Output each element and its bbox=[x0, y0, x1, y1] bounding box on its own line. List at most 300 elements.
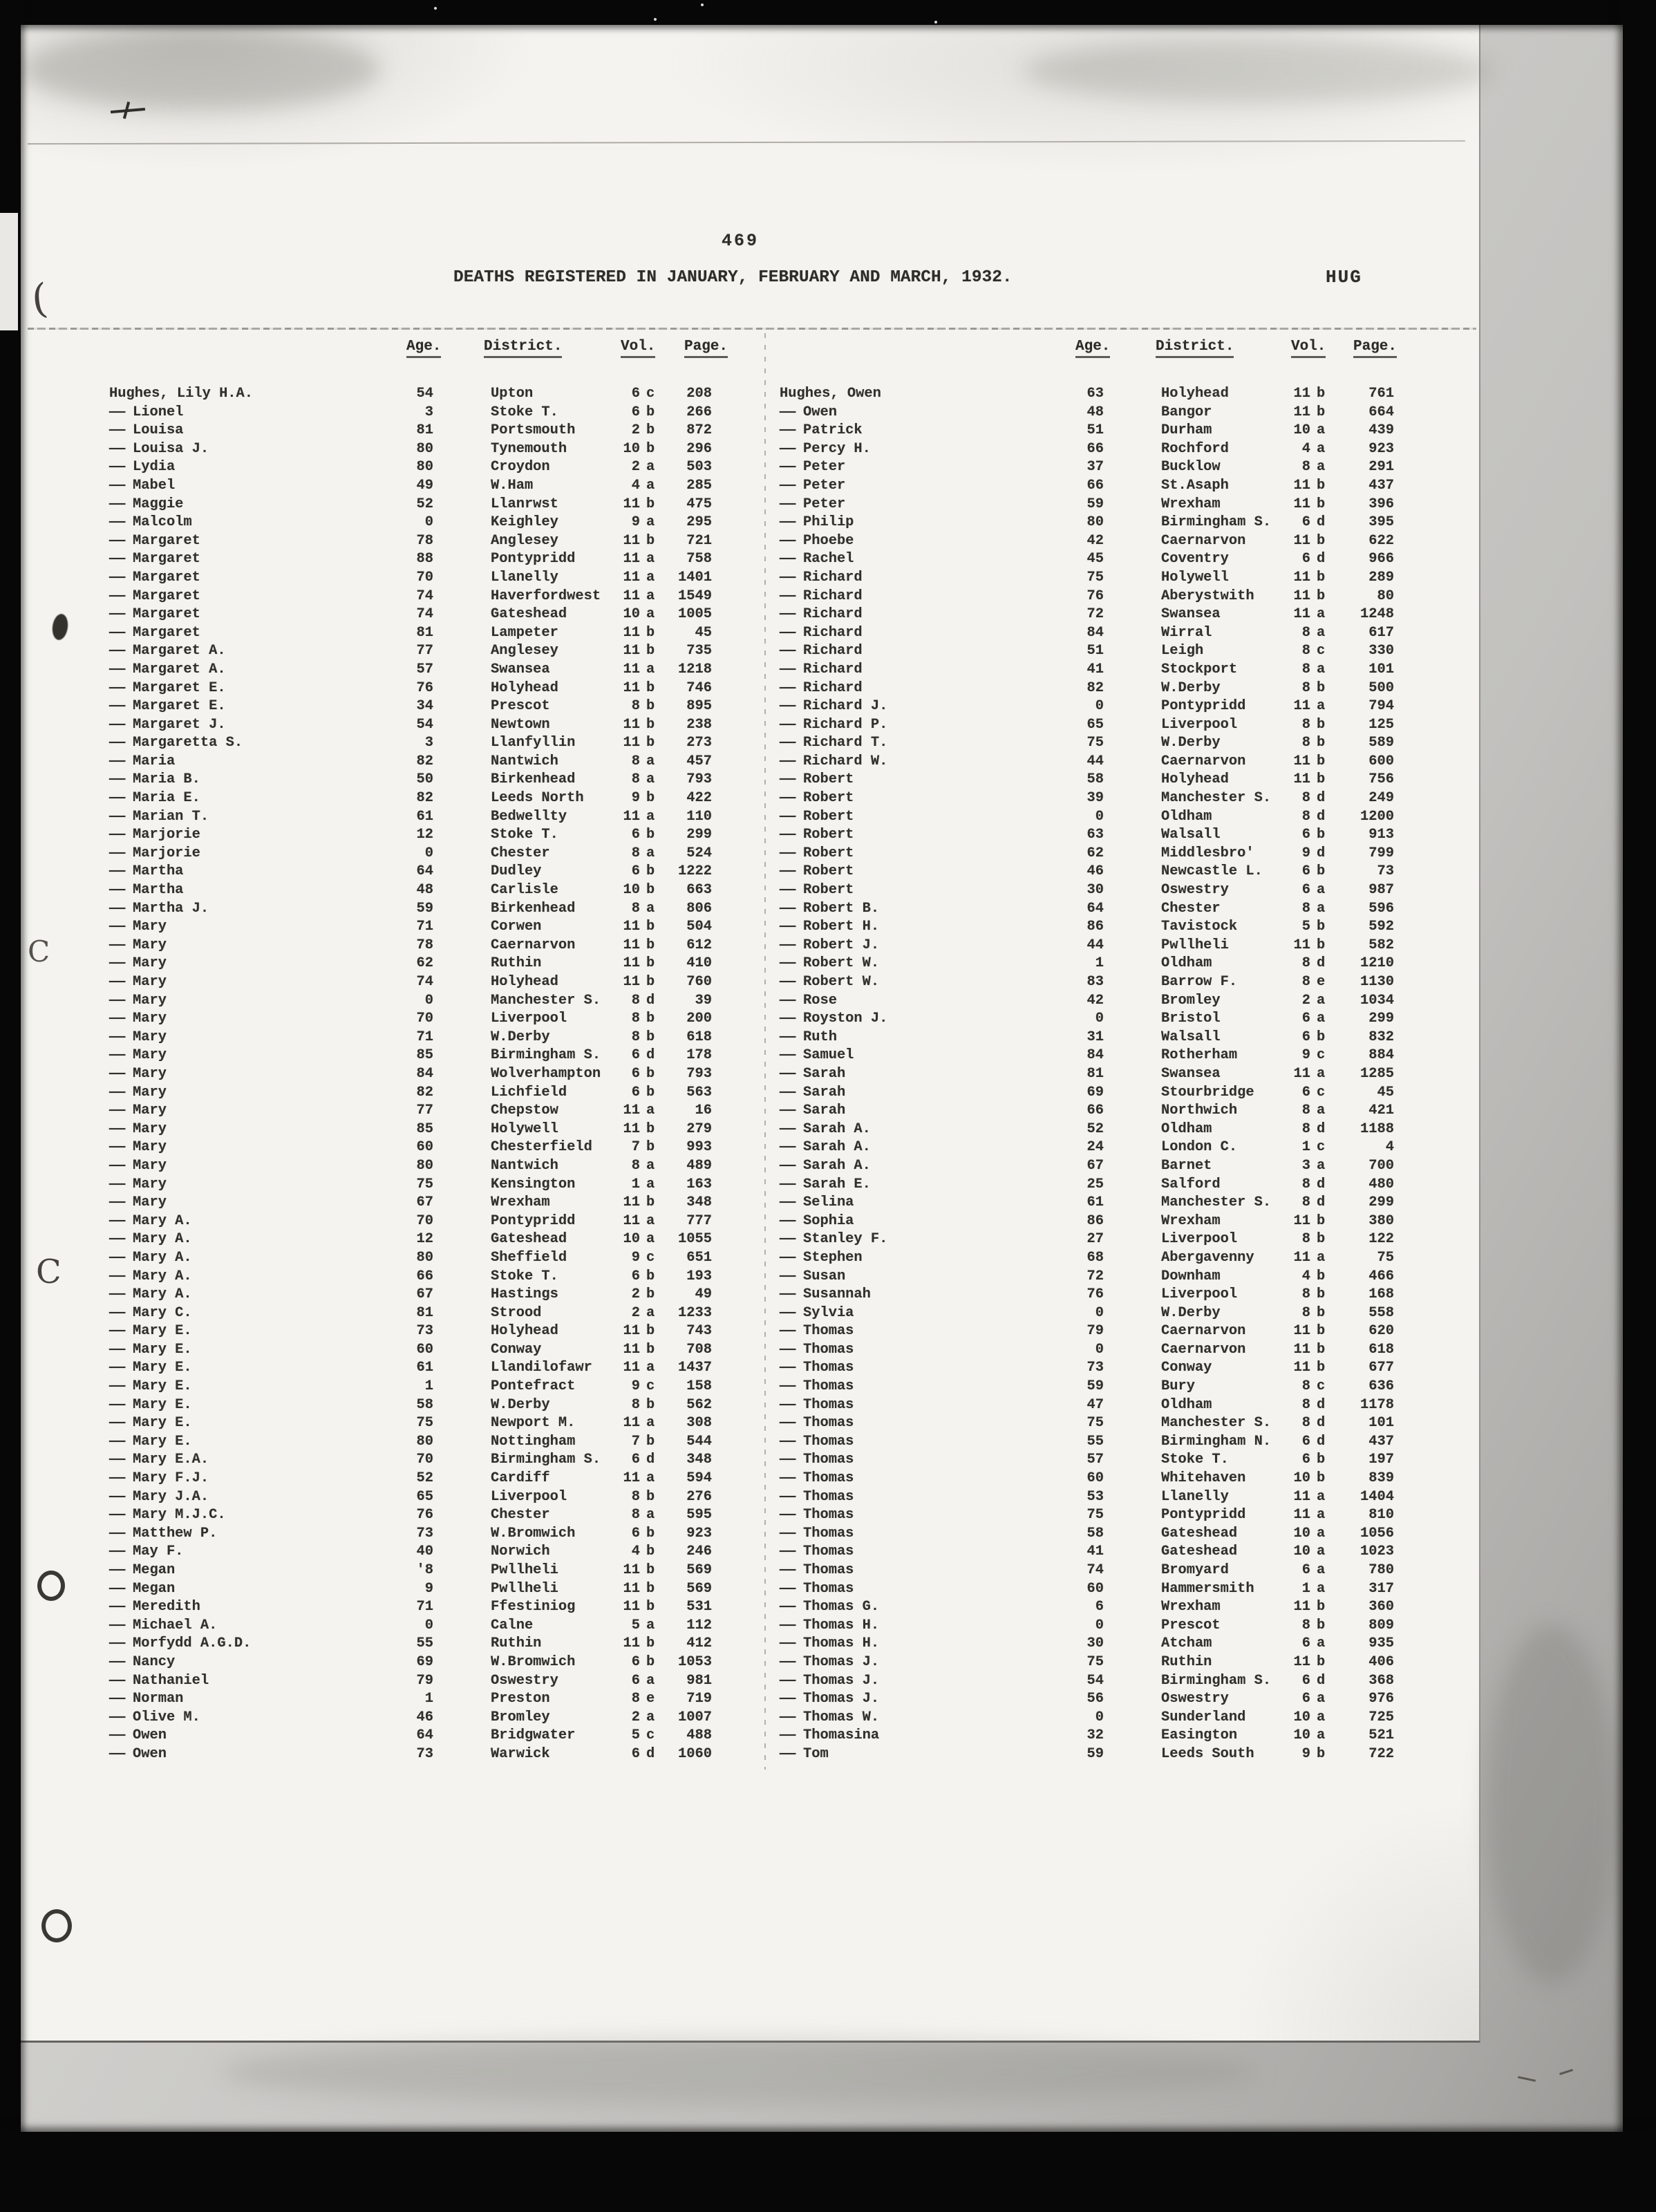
column-header-district: District. bbox=[484, 339, 562, 358]
entry-age: 66 bbox=[1086, 477, 1104, 494]
entry-district: Lampeter bbox=[491, 624, 558, 641]
table-row bbox=[780, 606, 1394, 624]
entry-district: W.Bromwich bbox=[491, 1653, 576, 1670]
ditto-dash: — bbox=[109, 643, 126, 659]
entry-vol-number: 8 bbox=[631, 1396, 640, 1413]
table-row bbox=[780, 661, 1394, 679]
entry-district: Stoke T. bbox=[1161, 1452, 1229, 1468]
entry-page: 1200 bbox=[1360, 808, 1394, 825]
entry-vol-letter: b bbox=[646, 1562, 655, 1578]
entry-page: 317 bbox=[1368, 1580, 1394, 1597]
entry-vol-number: 2 bbox=[1301, 992, 1310, 1009]
entry-name: — Maria bbox=[109, 753, 372, 771]
table-row bbox=[109, 1176, 712, 1194]
entry-vol-number: 10 bbox=[1293, 1727, 1310, 1744]
entry-name: — Megan bbox=[109, 1580, 372, 1599]
entry-district: Bucklow bbox=[1161, 459, 1221, 476]
entry-page: 299 bbox=[1368, 1194, 1394, 1211]
entry-district: Liverpool bbox=[1161, 1231, 1238, 1248]
entry-page: 395 bbox=[1368, 514, 1394, 531]
table-row bbox=[109, 1727, 712, 1745]
entry-page: 122 bbox=[1368, 1231, 1394, 1248]
entry-page: 291 bbox=[1368, 459, 1394, 476]
entry-district: Pwllheli bbox=[491, 1562, 558, 1578]
entry-page: 457 bbox=[686, 753, 712, 769]
entry-vol-letter: d bbox=[646, 1745, 655, 1762]
table-row bbox=[780, 918, 1394, 937]
entry-age: 55 bbox=[416, 1635, 433, 1652]
entry-age: 1 bbox=[424, 1691, 433, 1707]
entry-vol-number: 4 bbox=[631, 477, 640, 494]
entry-district: Ruthin bbox=[1161, 1653, 1212, 1670]
table-row bbox=[109, 1690, 712, 1709]
entry-vol-number: 9 bbox=[631, 790, 640, 807]
entry-district: Liverpool bbox=[491, 1488, 567, 1505]
entry-district: Wolverhampton bbox=[491, 1065, 601, 1082]
entry-name: — Thomas bbox=[780, 1359, 1042, 1378]
entry-age: 80 bbox=[416, 440, 433, 457]
ditto-dash: — bbox=[109, 569, 126, 585]
entry-page: 636 bbox=[1368, 1378, 1394, 1395]
entry-age: 65 bbox=[1086, 716, 1104, 733]
entry-vol-letter: b bbox=[646, 422, 655, 439]
entry-page: 73 bbox=[1377, 863, 1394, 880]
entry-vol-letter: a bbox=[1317, 1580, 1326, 1597]
ditto-dash: — bbox=[780, 661, 796, 677]
entry-vol-number: 6 bbox=[631, 827, 640, 843]
entry-district: Birmingham N. bbox=[1161, 1433, 1272, 1450]
entry-age: 48 bbox=[416, 882, 433, 899]
table-row bbox=[780, 716, 1394, 735]
entry-vol-number: 8 bbox=[1301, 1286, 1310, 1303]
table-row bbox=[780, 477, 1394, 496]
entry-age: 0 bbox=[1095, 1341, 1104, 1358]
entry-page: 1233 bbox=[678, 1304, 712, 1321]
entry-name: — Thomas bbox=[780, 1451, 1042, 1470]
entry-age: 59 bbox=[1086, 1745, 1104, 1762]
entry-district: Prescot bbox=[1161, 1617, 1221, 1633]
table-row bbox=[780, 1102, 1394, 1121]
entry-vol-letter: b bbox=[1317, 386, 1326, 402]
entry-vol-letter: a bbox=[646, 459, 655, 476]
entry-name: — Samuel bbox=[780, 1047, 1042, 1065]
ditto-dash: — bbox=[780, 1396, 796, 1413]
entry-name: — Margaret bbox=[109, 588, 372, 606]
table-row bbox=[109, 385, 712, 404]
entry-district: Caernarvon bbox=[1161, 753, 1246, 769]
entry-age: 41 bbox=[1086, 661, 1104, 677]
entry-page: 760 bbox=[686, 974, 712, 990]
entry-vol-letter: b bbox=[1317, 1653, 1326, 1670]
ditto-dash: — bbox=[109, 1709, 126, 1725]
entry-vol-letter: d bbox=[1317, 1672, 1326, 1689]
entry-name: — Robert J. bbox=[780, 937, 1042, 955]
entry-vol-number: 8 bbox=[631, 698, 640, 715]
entry-page: 503 bbox=[686, 459, 712, 476]
table-row bbox=[780, 1727, 1394, 1745]
entry-vol-number: 1 bbox=[1301, 1580, 1310, 1597]
entry-vol-letter: a bbox=[1317, 624, 1326, 641]
entry-name: — Ruth bbox=[780, 1029, 1042, 1047]
ditto-dash: — bbox=[780, 771, 796, 788]
entry-name: — Mary bbox=[109, 1138, 372, 1157]
entry-vol-number: 11 bbox=[1293, 386, 1310, 402]
entry-district: Gateshead bbox=[1161, 1525, 1238, 1541]
entry-age: 76 bbox=[1086, 588, 1104, 604]
entry-vol-letter: a bbox=[646, 1176, 655, 1192]
entry-page: 410 bbox=[686, 955, 712, 972]
entry-vol-number: 11 bbox=[1293, 698, 1310, 715]
entry-age: 86 bbox=[1086, 1212, 1104, 1229]
entry-name: — Peter bbox=[780, 458, 1042, 477]
entry-page: 884 bbox=[1368, 1047, 1394, 1064]
entry-age: 46 bbox=[1086, 863, 1104, 880]
ditto-dash: — bbox=[780, 827, 796, 843]
entry-age: 71 bbox=[416, 1029, 433, 1045]
table-row bbox=[109, 973, 712, 992]
ditto-dash: — bbox=[109, 1047, 126, 1064]
entry-vol-number: 6 bbox=[631, 1047, 640, 1064]
entry-vol-number: 11 bbox=[623, 532, 640, 549]
entry-name: — Peter bbox=[780, 477, 1042, 496]
entry-district: Gateshead bbox=[491, 606, 567, 623]
entry-vol-number: 6 bbox=[1301, 1672, 1310, 1689]
ditto-dash: — bbox=[109, 532, 126, 549]
entry-vol-letter: a bbox=[1317, 698, 1326, 715]
entry-vol-letter: b bbox=[646, 1286, 655, 1303]
entry-vol-letter: b bbox=[646, 1433, 655, 1450]
ditto-dash: — bbox=[780, 1065, 796, 1082]
table-row bbox=[109, 440, 712, 459]
entry-name: — Marjorie bbox=[109, 845, 372, 863]
column-header-vol: Vol. bbox=[621, 339, 655, 358]
entry-vol-letter: c bbox=[646, 1249, 655, 1266]
table-row bbox=[780, 1580, 1394, 1599]
ditto-dash: — bbox=[780, 790, 796, 807]
entry-page: 618 bbox=[1368, 1341, 1394, 1358]
ditto-dash: — bbox=[109, 919, 126, 935]
entry-vol-number: 6 bbox=[1301, 1433, 1310, 1450]
ditto-dash: — bbox=[109, 1433, 126, 1450]
entry-vol-letter: d bbox=[1317, 955, 1326, 972]
entry-page: 651 bbox=[686, 1249, 712, 1266]
entry-page: 1401 bbox=[678, 569, 712, 585]
entry-vol-letter: b bbox=[646, 1029, 655, 1045]
entry-vol-letter: d bbox=[1317, 1433, 1326, 1450]
entry-age: 60 bbox=[416, 1341, 433, 1358]
ditto-dash: — bbox=[780, 1745, 796, 1762]
table-row bbox=[109, 1230, 712, 1249]
entry-district: W.Derby bbox=[1161, 1304, 1221, 1321]
entry-vol-number: 11 bbox=[1293, 496, 1310, 512]
table-row bbox=[780, 1617, 1394, 1635]
entry-district: Stockport bbox=[1161, 661, 1238, 677]
entry-district: Chester bbox=[1161, 900, 1221, 917]
entry-district: Bromyard bbox=[1161, 1562, 1229, 1578]
ditto-dash: — bbox=[780, 1212, 796, 1229]
entry-vol-number: 8 bbox=[1301, 679, 1310, 696]
entry-name: — Mary bbox=[109, 1065, 372, 1084]
table-row bbox=[780, 514, 1394, 532]
entry-vol-letter: b bbox=[646, 1084, 655, 1100]
entry-vol-letter: a bbox=[646, 808, 655, 825]
entry-page: 49 bbox=[695, 1286, 712, 1303]
ditto-dash: — bbox=[780, 624, 796, 641]
ditto-dash: — bbox=[780, 1580, 796, 1597]
ditto-dash: — bbox=[109, 459, 126, 476]
entry-page: 756 bbox=[1368, 771, 1394, 788]
entry-district: Walsall bbox=[1161, 1029, 1221, 1045]
dust-speck bbox=[434, 7, 437, 10]
entry-district: Nantwich bbox=[491, 1157, 558, 1174]
ditto-dash: — bbox=[780, 643, 796, 659]
entry-vol-letter: b bbox=[646, 1268, 655, 1284]
entry-district: Wrexham bbox=[1161, 1599, 1221, 1615]
entry-vol-letter: b bbox=[646, 1488, 655, 1505]
entry-age: 88 bbox=[416, 551, 433, 568]
entry-vol-letter: a bbox=[646, 1231, 655, 1248]
entry-page: 200 bbox=[686, 1011, 712, 1027]
entry-district: Stoke T. bbox=[491, 404, 558, 420]
entry-district: Wrexham bbox=[1161, 496, 1221, 512]
ditto-dash: — bbox=[109, 422, 126, 439]
entry-name: — Richard bbox=[780, 679, 1042, 698]
ditto-dash: — bbox=[780, 716, 796, 733]
entry-vol-letter: b bbox=[646, 1121, 655, 1137]
entry-vol-letter: a bbox=[646, 477, 655, 494]
entry-vol-number: 11 bbox=[1293, 1249, 1310, 1266]
entry-district: Birmingham S. bbox=[491, 1047, 601, 1064]
ditto-dash: — bbox=[109, 1065, 126, 1082]
entry-name: — Mary E. bbox=[109, 1414, 372, 1433]
entry-name: — Thomas W. bbox=[780, 1709, 1042, 1727]
entry-vol-letter: b bbox=[1317, 716, 1326, 733]
entry-page: 266 bbox=[686, 404, 712, 420]
ditto-dash: — bbox=[109, 753, 126, 769]
ditto-dash: — bbox=[109, 606, 126, 623]
entry-district: Dudley bbox=[491, 863, 542, 880]
entry-vol-letter: b bbox=[646, 698, 655, 715]
entry-district: Pontypridd bbox=[491, 551, 576, 568]
entry-vol-number: 6 bbox=[631, 404, 640, 420]
table-row bbox=[780, 1121, 1394, 1139]
entry-name: — Richard bbox=[780, 624, 1042, 643]
entry-page: 1055 bbox=[678, 1231, 712, 1248]
entry-age: 59 bbox=[1086, 1378, 1104, 1395]
ditto-dash: — bbox=[780, 1433, 796, 1450]
table-row bbox=[109, 1212, 712, 1231]
entry-vol-letter: b bbox=[646, 882, 655, 899]
entry-age: 66 bbox=[1086, 1103, 1104, 1119]
ditto-dash: — bbox=[780, 974, 796, 990]
entry-name: — Sophia bbox=[780, 1212, 1042, 1231]
entry-district: Tynemouth bbox=[491, 440, 567, 457]
entry-name: — Thomasina bbox=[780, 1727, 1042, 1745]
entry-district: Liverpool bbox=[491, 1011, 567, 1027]
entry-district: Keighley bbox=[491, 514, 558, 531]
ditto-dash: — bbox=[780, 588, 796, 604]
entry-vol-number: 11 bbox=[623, 1323, 640, 1340]
entry-name: — Thomas bbox=[780, 1322, 1042, 1341]
entry-vol-letter: b bbox=[646, 624, 655, 641]
table-row bbox=[109, 881, 712, 900]
entry-vol-letter: c bbox=[1317, 1084, 1326, 1100]
entry-name: — Robert bbox=[780, 771, 1042, 789]
entry-vol-number: 6 bbox=[1301, 1029, 1310, 1045]
entry-vol-letter: b bbox=[646, 827, 655, 843]
entry-vol-letter: b bbox=[646, 919, 655, 935]
entry-vol-letter: c bbox=[1317, 643, 1326, 659]
ditto-dash: — bbox=[780, 569, 796, 585]
entry-name: — Marian T. bbox=[109, 808, 372, 827]
entry-age: 1 bbox=[1095, 955, 1104, 972]
entry-vol-number: 11 bbox=[623, 937, 640, 953]
entry-name: — Richard T. bbox=[780, 734, 1042, 753]
entry-name: — Mary M.J.C. bbox=[109, 1506, 372, 1525]
column-header-age: Age. bbox=[406, 339, 441, 358]
entry-vol-letter: d bbox=[646, 992, 655, 1009]
entry-age: 81 bbox=[416, 1304, 433, 1321]
entry-name: — Phoebe bbox=[780, 532, 1042, 551]
entry-vol-letter: b bbox=[646, 496, 655, 512]
entry-age: 54 bbox=[1086, 1672, 1104, 1689]
entry-district: Lichfield bbox=[491, 1084, 567, 1100]
table-row bbox=[780, 1525, 1394, 1544]
handwritten-paren-mark: ( bbox=[29, 274, 50, 323]
entry-district: W.Derby bbox=[1161, 679, 1221, 696]
entry-vol-letter: a bbox=[1317, 422, 1326, 439]
entry-vol-letter: c bbox=[646, 1378, 655, 1395]
table-row bbox=[780, 624, 1394, 643]
table-row bbox=[780, 1433, 1394, 1452]
ditto-dash: — bbox=[109, 1507, 126, 1524]
entry-name: — Mary A. bbox=[109, 1268, 372, 1286]
entry-vol-letter: a bbox=[1317, 882, 1326, 899]
entry-vol-number: 11 bbox=[623, 588, 640, 604]
entry-age: 30 bbox=[1086, 882, 1104, 899]
entry-age: 62 bbox=[1086, 845, 1104, 861]
entry-page: 872 bbox=[686, 422, 712, 439]
entry-district: Oswestry bbox=[1161, 882, 1229, 899]
entry-district: Oswestry bbox=[491, 1672, 558, 1689]
entry-vol-letter: b bbox=[1317, 1470, 1326, 1487]
entry-page: 158 bbox=[686, 1378, 712, 1395]
entry-vol-letter: a bbox=[646, 771, 655, 788]
entry-district: Bromley bbox=[1161, 992, 1221, 1009]
entry-page: 531 bbox=[686, 1599, 712, 1615]
entry-vol-number: 8 bbox=[1301, 643, 1310, 659]
entry-district: Chesterfield bbox=[491, 1139, 592, 1156]
ditto-dash: — bbox=[780, 1268, 796, 1284]
ditto-dash: — bbox=[109, 1286, 126, 1303]
entry-age: 59 bbox=[416, 900, 433, 917]
entry-vol-number: 8 bbox=[1301, 808, 1310, 825]
entry-vol-number: 10 bbox=[1293, 1544, 1310, 1560]
entry-vol-letter: c bbox=[1317, 1378, 1326, 1395]
entry-name: — Robert bbox=[780, 845, 1042, 863]
entry-name: — Selina bbox=[780, 1194, 1042, 1212]
entry-name: — Sarah A. bbox=[780, 1138, 1042, 1157]
entry-vol-number: 11 bbox=[1293, 1065, 1310, 1082]
entry-vol-letter: b bbox=[1317, 496, 1326, 512]
entry-name: — Thomas bbox=[780, 1543, 1042, 1562]
entry-district: Sheffield bbox=[491, 1249, 567, 1266]
entry-district: Wrexham bbox=[491, 1194, 550, 1211]
ditto-dash: — bbox=[109, 1103, 126, 1119]
entry-age: 42 bbox=[1086, 532, 1104, 549]
entry-vol-number: 6 bbox=[1301, 551, 1310, 568]
ditto-dash: — bbox=[780, 1378, 796, 1395]
entry-vol-number: 11 bbox=[623, 496, 640, 512]
entry-district: Caernarvon bbox=[1161, 1323, 1246, 1340]
entry-name: — Marjorie bbox=[109, 826, 372, 845]
entry-name: — Patrick bbox=[780, 422, 1042, 440]
entry-page: 437 bbox=[1368, 477, 1394, 494]
entry-district: Anglesey bbox=[491, 532, 558, 549]
entry-vol-number: 6 bbox=[631, 1653, 640, 1670]
table-row bbox=[780, 1065, 1394, 1084]
entry-vol-number: 10 bbox=[623, 606, 640, 623]
entry-district: St.Asaph bbox=[1161, 477, 1229, 494]
entry-age: 27 bbox=[1086, 1231, 1104, 1248]
entry-vol-letter: b bbox=[1317, 679, 1326, 696]
handwritten-c-mark: C bbox=[28, 935, 50, 968]
entry-vol-letter: a bbox=[1317, 1544, 1326, 1560]
entry-age: 37 bbox=[1086, 459, 1104, 476]
entry-vol-number: 11 bbox=[1293, 404, 1310, 420]
entry-vol-number: 6 bbox=[1301, 827, 1310, 843]
column-header-vol: Vol. bbox=[1291, 339, 1326, 358]
entry-vol-number: 8 bbox=[1301, 1378, 1310, 1395]
ditto-dash: — bbox=[780, 1635, 796, 1652]
entry-age: 76 bbox=[416, 1507, 433, 1524]
table-row bbox=[780, 973, 1394, 992]
entry-name: — Richard bbox=[780, 606, 1042, 624]
entry-vol-letter: b bbox=[646, 1580, 655, 1597]
entry-age: 30 bbox=[1086, 1635, 1104, 1652]
entry-name: — Thomas J. bbox=[780, 1653, 1042, 1672]
entry-vol-letter: a bbox=[1317, 459, 1326, 476]
entry-vol-number: 11 bbox=[623, 955, 640, 972]
entry-age: 69 bbox=[1086, 1084, 1104, 1100]
entry-page: 285 bbox=[686, 477, 712, 494]
entry-name: — Meredith bbox=[109, 1598, 372, 1617]
entry-name: — Margaret E. bbox=[109, 679, 372, 698]
entry-name: — Thomas G. bbox=[780, 1598, 1042, 1617]
entry-district: Caernarvon bbox=[1161, 532, 1246, 549]
entry-district: Stoke T. bbox=[491, 827, 558, 843]
entry-age: 74 bbox=[416, 606, 433, 623]
entry-district: Durham bbox=[1161, 422, 1212, 439]
entry-vol-number: 1 bbox=[1301, 1139, 1310, 1156]
entry-name: — May F. bbox=[109, 1543, 372, 1562]
table-row bbox=[109, 1322, 712, 1341]
table-row bbox=[780, 1029, 1394, 1047]
entry-vol-letter: b bbox=[646, 1139, 655, 1156]
ditto-dash: — bbox=[780, 404, 796, 420]
table-row bbox=[780, 404, 1394, 422]
entry-vol-letter: b bbox=[1317, 477, 1326, 494]
entry-vol-letter: a bbox=[1317, 661, 1326, 677]
entry-name: — Lionel bbox=[109, 404, 372, 422]
entry-age: 74 bbox=[416, 588, 433, 604]
entry-page: 1222 bbox=[678, 863, 712, 880]
ditto-dash: — bbox=[780, 919, 796, 935]
table-row bbox=[109, 496, 712, 514]
ditto-dash: — bbox=[109, 1139, 126, 1156]
entry-name: — Richard W. bbox=[780, 753, 1042, 771]
entry-page: 125 bbox=[1368, 716, 1394, 733]
